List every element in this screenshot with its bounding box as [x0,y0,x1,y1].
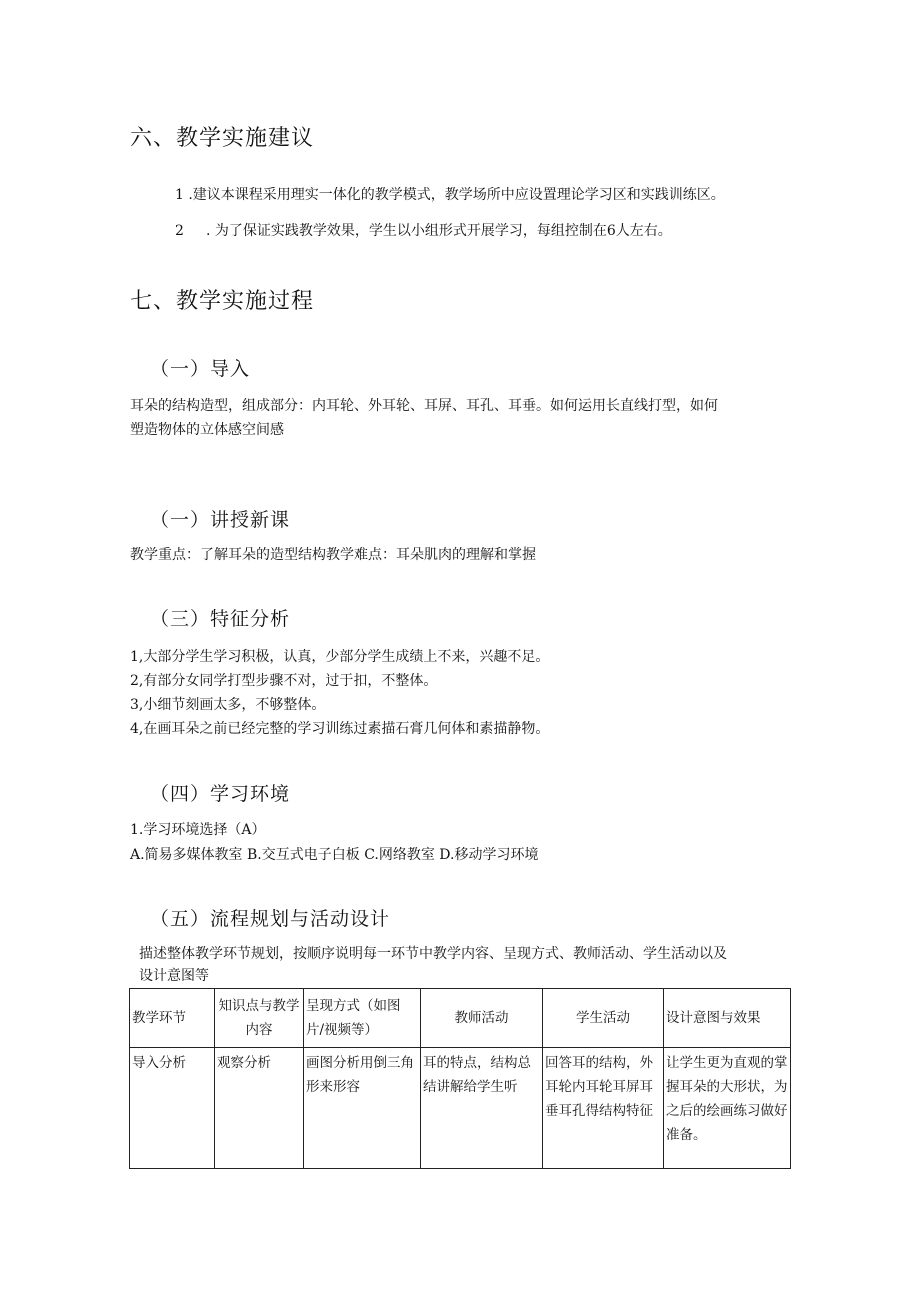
feature-item-3: 3,小细节刻画太多，不够整体。 [130,697,326,713]
activity-design-table [129,988,791,1169]
flow-desc-line-1: 描述整体教学环节规划，按顺序说明每一环节中教学内容、呈现方式、教师活动、学生活动以及 [139,946,727,962]
env-text-line-2: A.简易多媒体教室 B.交互式电子白板 C.网络教室 D.移动学习环境 [130,847,539,863]
header-presentation-method: 呈现方式（如图片/视频等） [304,989,421,1048]
six-item-1: 1 .建议本课程采用理实一体化的教学模式，教学场所中应设置理论学习区和实践训练区。 [175,187,725,203]
feature-item-1: 1,大部分学生学习积极，认真，少部分学生成绩上不来，兴趣不足。 [130,649,550,665]
feature-item-2: 2,有部分女同学打型步骤不对，过于扣，不整体。 [130,673,438,689]
header-teaching-stage: 教学环节 [130,989,215,1048]
header-teacher-activity: 教师活动 [421,989,543,1048]
six-item-2-text: . 为了保证实践教学效果，学生以小组形式开展学习，每组控制在6人左右。 [206,223,672,239]
cell-presentation-method: 画图分析用倒三角形来形容 [304,1048,421,1169]
lecture-text: 教学重点：了解耳朵的造型结构教学难点：耳朵肌肉的理解和掌握 [130,547,536,563]
section-seven-title: 七、教学实施过程 [130,289,315,314]
cell-student-activity: 回答耳的结构，外耳轮内耳轮耳屏耳垂耳孔得结构特征 [543,1048,664,1169]
flow-desc-line-2: 设计意图等 [139,968,209,984]
six-item-2-number: 2 [175,223,184,239]
section-six-title: 六、教学实施建议 [130,126,315,151]
header-student-activity: 学生活动 [543,989,664,1048]
table-header-row [130,989,791,1048]
header-design-intent: 设计意图与效果 [664,989,791,1048]
feature-title: （三）特征分析 [150,608,291,630]
cell-teacher-activity: 耳的特点，结构总结讲解给学生听 [421,1048,543,1169]
env-title: （四）学习环境 [150,783,291,805]
feature-item-4: 4,在画耳朵之前已经完整的学习训练过素描石膏几何体和素描静物。 [130,721,550,737]
intro-title: （一）导入 [150,358,251,380]
cell-teaching-stage: 导入分析 [130,1048,215,1169]
flow-title: （五）流程规划与活动设计 [150,908,391,930]
env-text-line-1: 1.学习环境选择（A） [130,822,266,838]
lecture-title: （一）讲授新课 [150,509,291,531]
intro-text-line-1: 耳朵的结构造型，组成部分：内耳轮、外耳轮、耳屏、耳孔、耳垂。如何运用长直线打型，如何 [130,398,718,414]
header-knowledge-content: 知识点与教学内容 [215,989,304,1048]
intro-text-line-2: 塑造物体的立体感空间感 [130,422,284,438]
table-row [130,1048,791,1169]
cell-knowledge-content: 观察分析 [215,1048,304,1169]
cell-design-intent: 让学生更为直观的掌握耳朵的大形状，为之后的绘画练习做好准备。 [664,1048,791,1169]
